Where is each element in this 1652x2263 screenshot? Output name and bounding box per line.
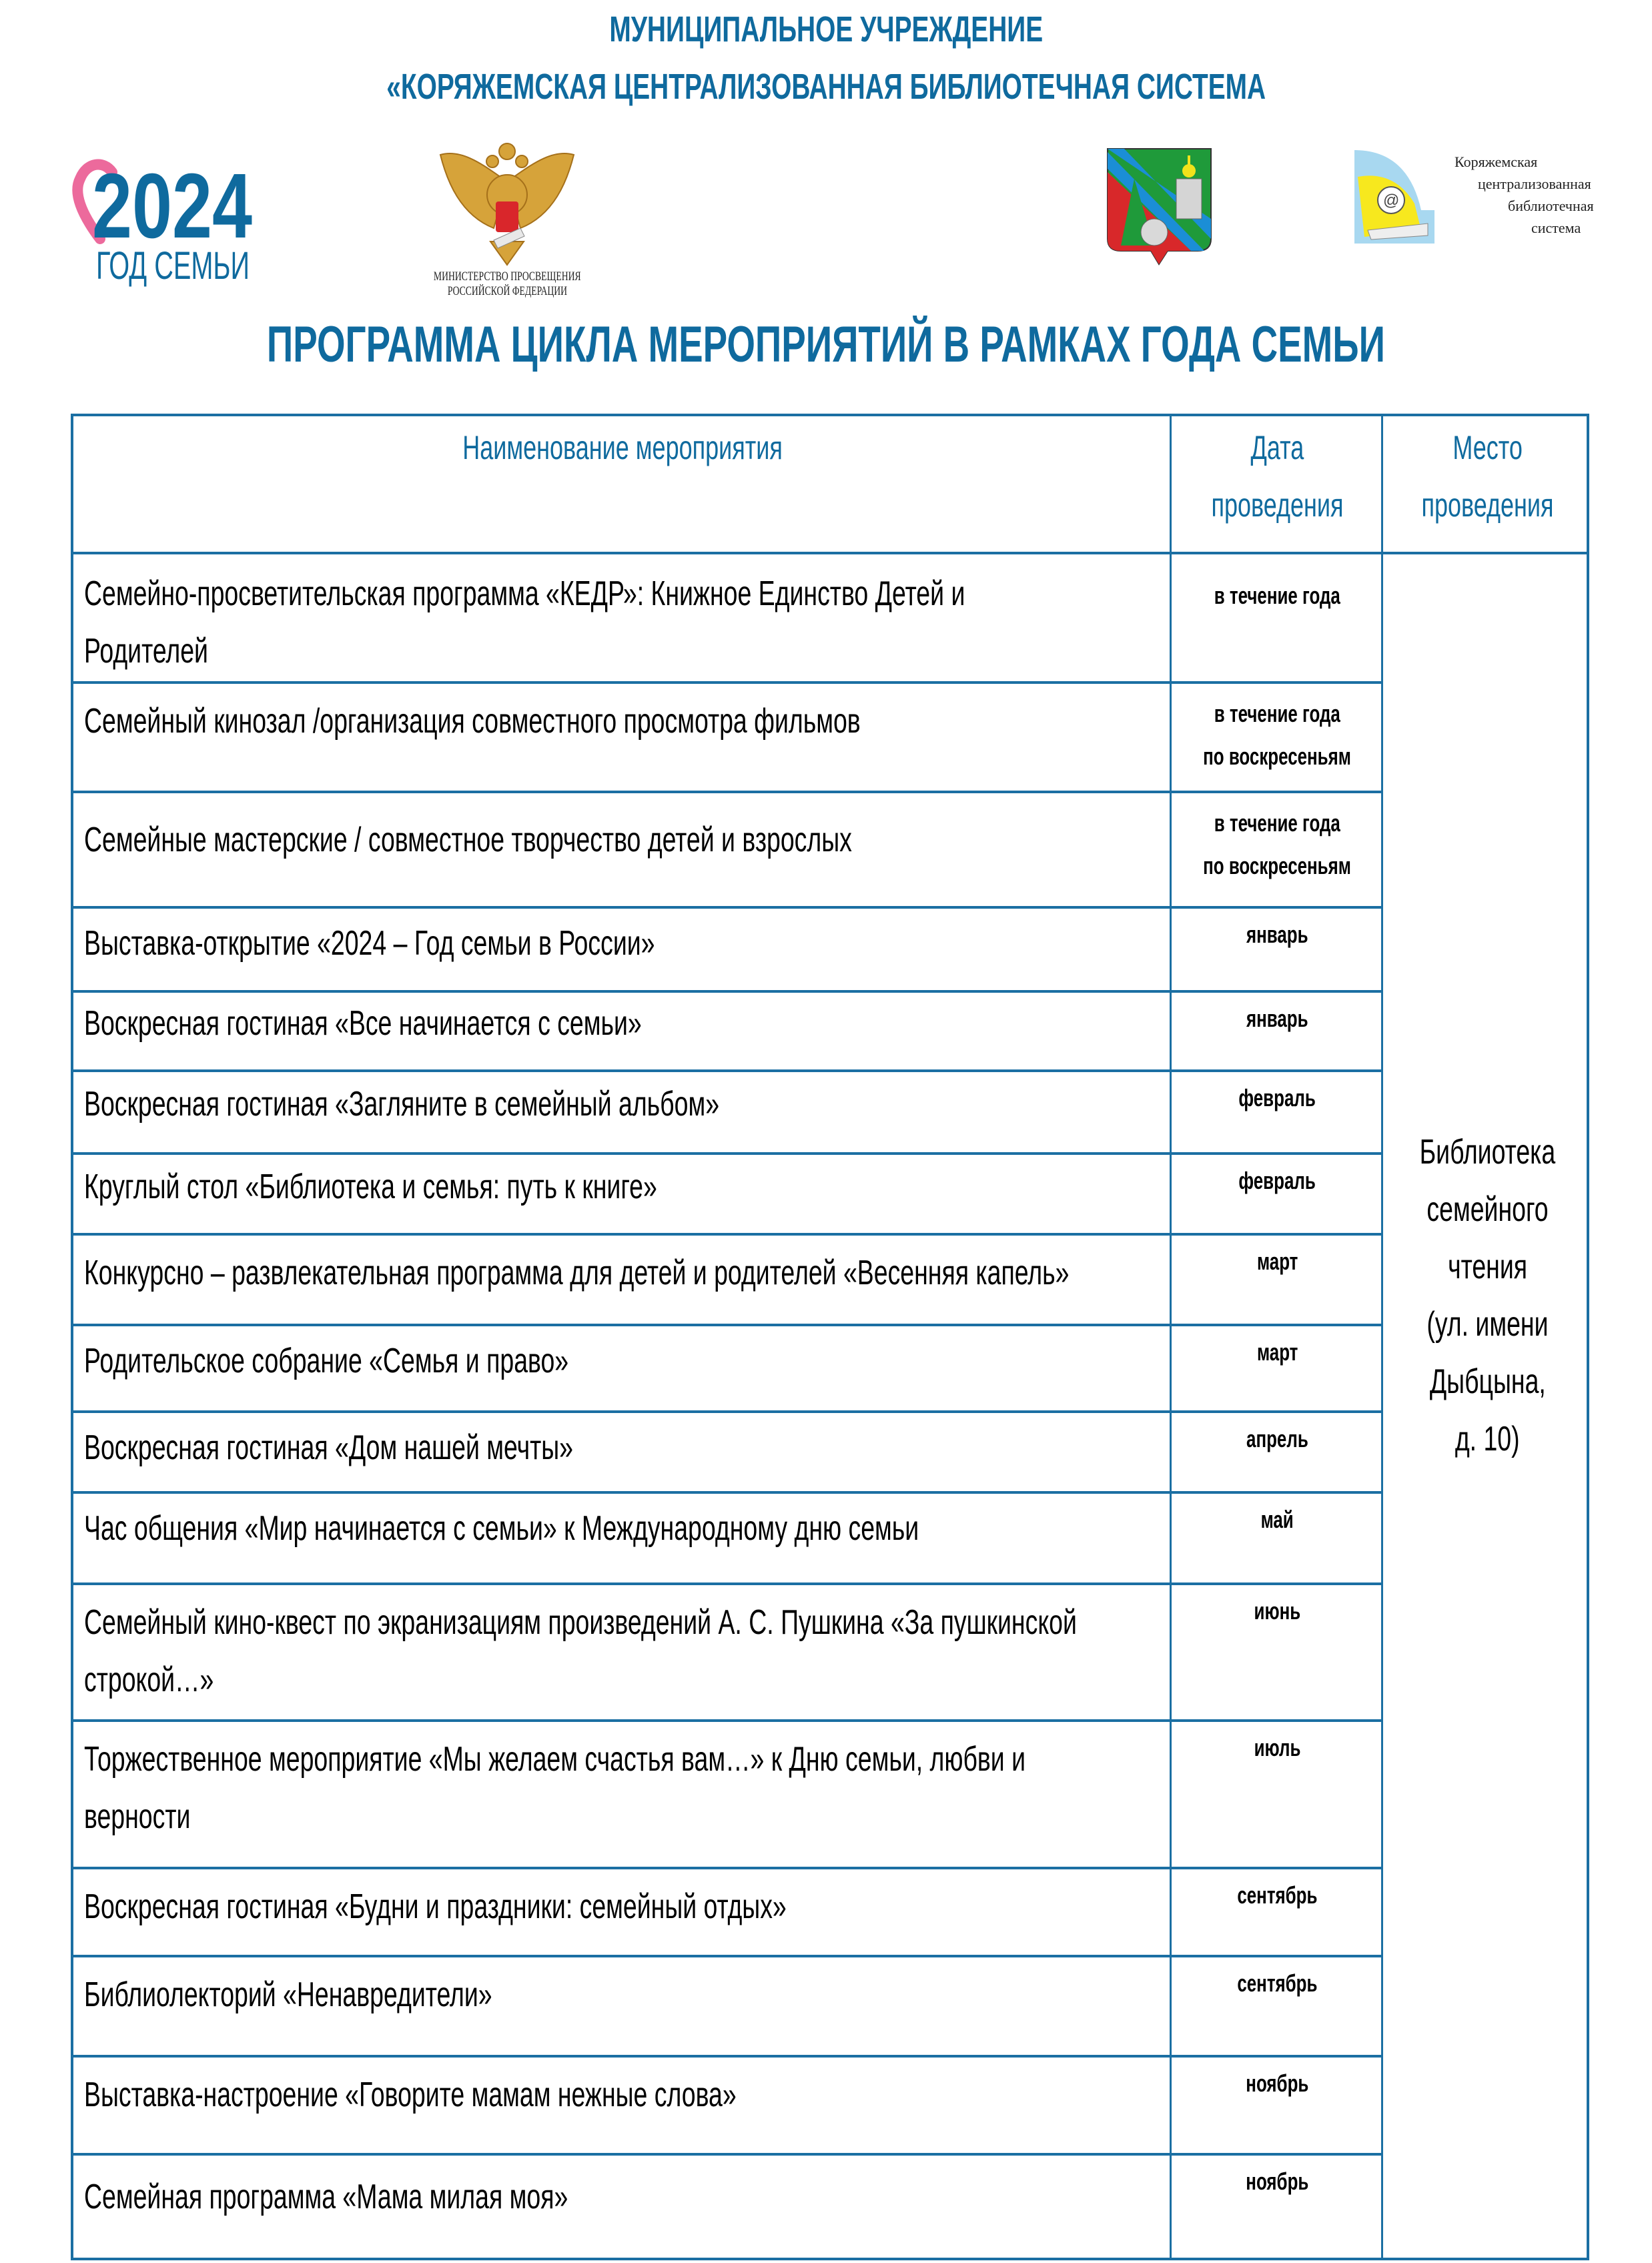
event-name-cell bbox=[84, 811, 1165, 869]
ministry-of-education-logo bbox=[400, 141, 614, 308]
table-row bbox=[73, 1957, 1383, 2057]
event-name-text: Час общения «Мир начинается с семьи» к Международному дню семьи bbox=[84, 1509, 919, 1548]
heart-2024-icon bbox=[73, 152, 260, 286]
ministry-caption-line: РОССИЙСКОЙ ФЕДЕРАЦИИ bbox=[447, 284, 567, 298]
event-date-text: ноябрь bbox=[1246, 2168, 1309, 2195]
library-system-logo bbox=[1354, 150, 1608, 244]
koryazhma-coat-of-arms-icon bbox=[1104, 145, 1214, 266]
event-date-cell bbox=[1172, 2160, 1383, 2203]
event-date-cell bbox=[1172, 2062, 1383, 2105]
library-system-name-line: централизованная bbox=[1478, 175, 1591, 192]
table-row bbox=[73, 793, 1383, 908]
event-place-cell bbox=[1383, 1123, 1592, 1468]
event-name-cell bbox=[84, 1731, 1165, 1845]
organization-name-line1 bbox=[0, 8, 1652, 51]
event-name-text: Семейный кинозал /организация совместного просмотра фильмов bbox=[84, 702, 861, 741]
table-row bbox=[73, 1869, 1383, 1957]
event-date-cell bbox=[1172, 997, 1383, 1040]
event-date-text: март bbox=[1256, 1248, 1298, 1275]
header-place-line: Место bbox=[1453, 429, 1523, 466]
event-date-cell bbox=[1172, 1498, 1383, 1541]
table-row bbox=[73, 1493, 1383, 1585]
event-date-text: по воскресеньям bbox=[1203, 743, 1352, 770]
event-name-cell bbox=[84, 1419, 1165, 1476]
table-row bbox=[73, 683, 1383, 793]
ministry-caption-line: МИНИСТЕРСТВО ПРОСВЕЩЕНИЯ bbox=[433, 270, 581, 284]
table-row bbox=[73, 2057, 1383, 2155]
event-date-cell bbox=[1172, 1727, 1383, 1769]
event-date-text: май bbox=[1260, 1506, 1294, 1533]
event-name-text: Воскресная гостиная «Дом нашей мечты» bbox=[84, 1428, 573, 1467]
table-row bbox=[73, 1412, 1383, 1493]
library-book-at-icon bbox=[1354, 150, 1441, 244]
library-system-name-line: Коряжемская bbox=[1455, 153, 1538, 170]
table-row bbox=[73, 2155, 1383, 2263]
table-row bbox=[73, 1721, 1383, 1869]
event-date-cell bbox=[1172, 1590, 1383, 1633]
event-date-text: июль bbox=[1254, 1734, 1301, 1761]
event-date-cell bbox=[1172, 1160, 1383, 1202]
library-system-name-line: система bbox=[1531, 219, 1581, 236]
event-name-text: Выставка-настроение «Говорите мамам нежные слова» bbox=[84, 2076, 737, 2114]
logo-year-text: 2024 bbox=[92, 155, 253, 258]
event-date-text: сентябрь bbox=[1237, 1969, 1318, 1997]
event-name-text: Семейный кино-квест по экранизациям произведений А. С. Пушкина «За пушкинской bbox=[84, 1603, 1077, 1642]
table-row bbox=[73, 1235, 1383, 1326]
event-name-text: Выставка-открытие «2024 – Год семьи в России» bbox=[84, 924, 655, 963]
event-date-text: январь bbox=[1246, 1005, 1308, 1032]
table-row bbox=[73, 1071, 1383, 1154]
event-place-text: Дыбцына, bbox=[1429, 1362, 1546, 1401]
header-event-name-text: Наименование мероприятия bbox=[462, 429, 783, 466]
event-name-text: Семейные мастерские / совместное творчество детей и взрослых bbox=[84, 821, 852, 859]
event-name-cell bbox=[84, 915, 1165, 972]
events-program-table bbox=[71, 414, 1589, 2260]
event-date-text: в течение года bbox=[1214, 809, 1341, 837]
event-name-cell bbox=[84, 1594, 1165, 1709]
event-place-text: чтения bbox=[1448, 1248, 1527, 1286]
event-date-text: апрель bbox=[1246, 1425, 1308, 1452]
event-name-text: Семейная программа «Мама милая моя» bbox=[84, 2178, 568, 2216]
event-place-text: д. 10) bbox=[1455, 1420, 1520, 1458]
table-row bbox=[73, 1326, 1383, 1412]
event-place-text: семейного bbox=[1426, 1190, 1549, 1229]
header-place bbox=[1383, 419, 1592, 534]
event-name-text: Воскресная гостиная «Загляните в семейный альбом» bbox=[84, 1085, 720, 1123]
event-name-cell bbox=[84, 1244, 1165, 1302]
event-name-text: Библиолекторий «Ненавредители» bbox=[84, 1975, 492, 2014]
logo-caption-text: ГОД СЕМЬИ bbox=[96, 244, 250, 288]
event-name-cell bbox=[84, 1158, 1165, 1216]
event-date-text: июнь bbox=[1254, 1597, 1301, 1625]
year-of-family-logo bbox=[73, 152, 260, 286]
event-name-text: строкой…» bbox=[84, 1661, 214, 1699]
table-row bbox=[73, 554, 1383, 683]
event-name-text: Родительское собрание «Семья и право» bbox=[84, 1342, 569, 1380]
header-place-line: проведения bbox=[1421, 486, 1554, 524]
event-name-text: Воскресная гостиная «Будни и праздники: семейный отдых» bbox=[84, 1887, 787, 1926]
event-date-text: в течение года bbox=[1214, 700, 1341, 727]
event-date-cell bbox=[1172, 1240, 1383, 1283]
event-date-cell bbox=[1172, 802, 1383, 887]
library-system-name-line: библиотечная bbox=[1508, 197, 1594, 214]
header-date-line: проведения bbox=[1211, 486, 1344, 524]
double-headed-eagle-icon bbox=[400, 141, 614, 268]
event-name-text: Родителей bbox=[84, 632, 208, 670]
header-event-name bbox=[73, 419, 1172, 476]
event-name-cell bbox=[84, 693, 1165, 750]
event-date-cell bbox=[1172, 1962, 1383, 2005]
header-date bbox=[1172, 419, 1383, 534]
event-date-text: февраль bbox=[1238, 1167, 1316, 1194]
event-date-cell bbox=[1172, 574, 1383, 617]
event-name-text: Семейно-просветительская программа «КЕДР»: Книжное Единство Детей и bbox=[84, 574, 965, 613]
event-date-text: сентябрь bbox=[1237, 1881, 1318, 1909]
event-name-cell bbox=[84, 1966, 1165, 2023]
event-date-text: по воскресеньям bbox=[1203, 852, 1352, 879]
event-name-cell bbox=[84, 565, 1165, 680]
event-name-text: Торжественное мероприятие «Мы желаем счастья вам…» к Дню семьи, любви и bbox=[84, 1740, 1026, 1779]
event-date-text: в течение года bbox=[1214, 582, 1341, 609]
table-row bbox=[73, 1585, 1383, 1721]
event-date-cell bbox=[1172, 1331, 1383, 1374]
coat-of-arms-logo bbox=[1104, 145, 1214, 266]
event-name-cell bbox=[84, 1878, 1165, 1935]
svg-text:@: @ bbox=[1383, 191, 1400, 209]
event-name-text: Круглый стол «Библиотека и семья: путь к книге» bbox=[84, 1168, 657, 1206]
event-name-text: Конкурсно – развлекательная программа для детей и родителей «Весенняя капель» bbox=[84, 1254, 1070, 1292]
event-date-cell bbox=[1172, 913, 1383, 956]
event-date-text: январь bbox=[1246, 921, 1308, 948]
organization-name-text: МУНИЦИПАЛЬНОЕ УЧРЕЖДЕНИЕ bbox=[609, 9, 1043, 49]
header-date-line: Дата bbox=[1250, 429, 1304, 466]
event-name-text: Воскресная гостиная «Все начинается с семьи» bbox=[84, 1004, 642, 1043]
organization-name-line2 bbox=[0, 65, 1652, 108]
ministry-caption bbox=[400, 270, 614, 299]
event-date-cell bbox=[1172, 1077, 1383, 1119]
event-name-cell bbox=[84, 2168, 1165, 2226]
organization-name-text: «КОРЯЖЕМСКАЯ ЦЕНТРАЛИЗОВАННАЯ БИБЛИОТЕЧНАЯ СИСТЕМА bbox=[386, 67, 1266, 107]
event-name-text: верности bbox=[84, 1797, 191, 1836]
event-date-text: март bbox=[1256, 1338, 1298, 1366]
table-row bbox=[73, 1154, 1383, 1235]
event-name-cell bbox=[84, 2066, 1165, 2124]
table-row bbox=[73, 992, 1383, 1071]
event-name-cell bbox=[84, 995, 1165, 1052]
event-date-cell bbox=[1172, 1418, 1383, 1460]
event-date-cell bbox=[1172, 1874, 1383, 1917]
event-date-cell bbox=[1172, 693, 1383, 778]
table-row bbox=[73, 908, 1383, 992]
event-place-text: (ул. имени bbox=[1426, 1305, 1549, 1344]
event-name-cell bbox=[84, 1332, 1165, 1390]
page-title bbox=[0, 315, 1652, 375]
event-place-text: Библиотека bbox=[1419, 1133, 1556, 1172]
event-name-cell bbox=[84, 1075, 1165, 1133]
event-name-cell bbox=[84, 1500, 1165, 1557]
event-date-text: ноябрь bbox=[1246, 2070, 1309, 2097]
event-date-text: февраль bbox=[1238, 1084, 1316, 1111]
page-title-text: ПРОГРАММА ЦИКЛА МЕРОПРИЯТИЙ В РАМКАХ ГОДА СЕМЬИ bbox=[266, 316, 1385, 373]
